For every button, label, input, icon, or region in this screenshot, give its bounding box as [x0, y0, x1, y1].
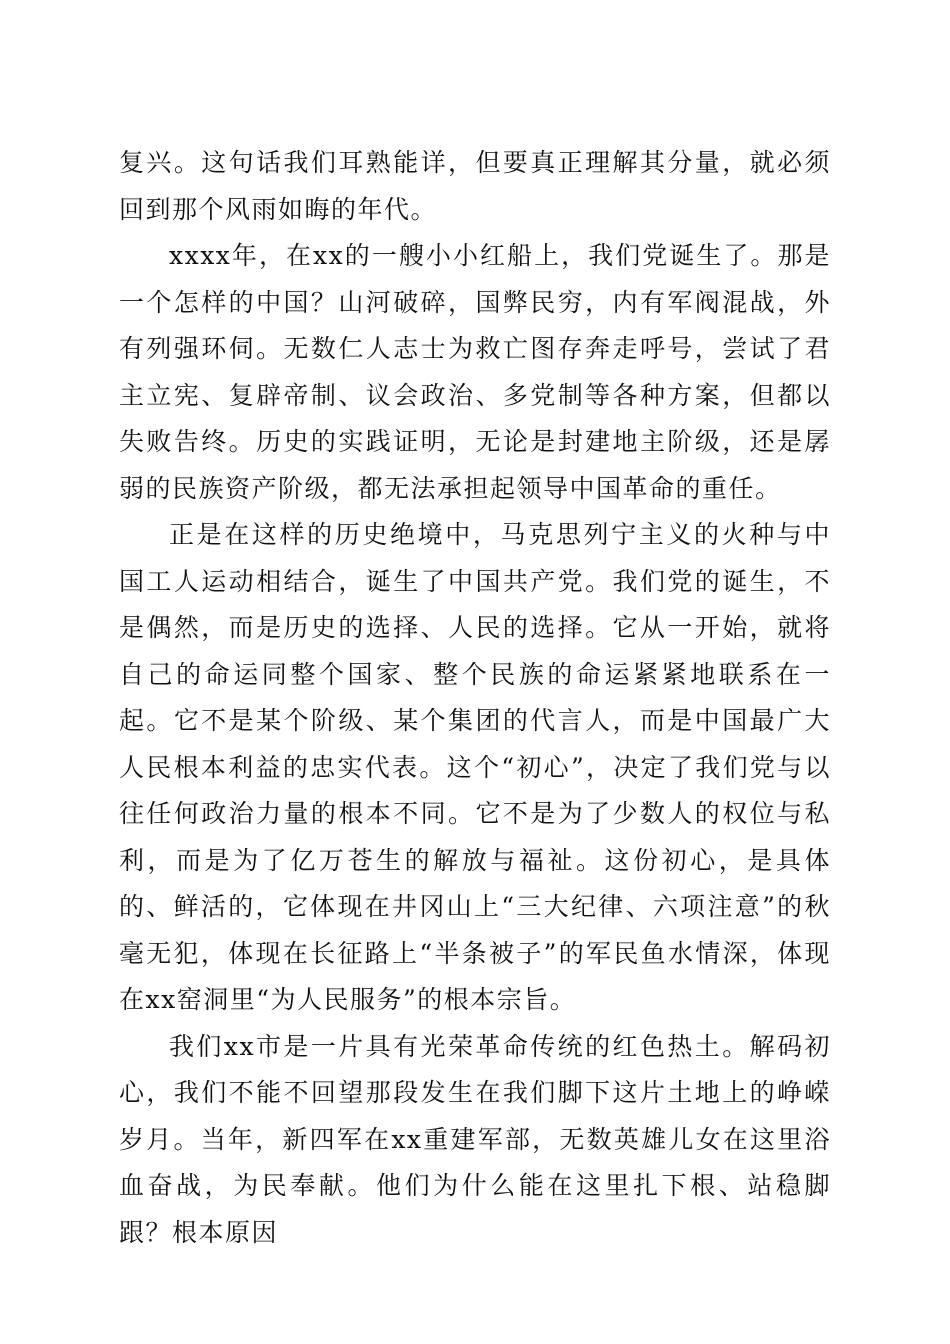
- paragraph-4: 我们xx市是一片具有光荣革命传统的红色热土。解码初心，我们不能不回望那段发生在我们脚下这片土地上的峥嵘岁月。当年，新四军在xx重建军部，无数英雄儿女在这里浴血奋战，为民奉献。他们为什么能在这里扎下根、站稳脚跟？根本原因: [119, 1031, 831, 1247]
- paragraph-1: 复兴。这句话我们耳熟能详，但要真正理解其分量，就必须回到那个风雨如晦的年代。: [119, 148, 831, 224]
- body-text: [119, 140, 831, 1256]
- paragraph-3: 正是在这样的历史绝境中，马克思列宁主义的火种与中国工人运动相结合，诞生了中国共产党。我们党的诞生，不是偶然，而是历史的选择、人民的选择。它从一开始，就将自己的命运同整个国家、整个民族的命运紧紧地联系在一起。它不是某个阶级、某个集团的代言人，而是中国最广大人民根本利益的忠实代表。这个“初心”，决定了我们党与以往任何政治力量的根本不同。它不是为了少数人的权位与私利，而是为了亿万苍生的解放与福祉。这份初心，是具体的、鲜活的，它体现在井冈山上“三大纪律、六项注意”的秋毫无犯，体现在长征路上“半条被子”的军民鱼水情深，体现在xx窑洞里“为人民服务”的根本宗旨。: [119, 520, 831, 1014]
- paragraph-2: xxxx年，在xx的一艘小小红船上，我们党诞生了。那是一个怎样的中国？山河破碎，国弊民穷，内有军阀混战，外有列强环伺。无数仁人志士为救亡图存奔走呼号，尝试了君主立宪、复辟帝制、议会政治、多党制等各种方案，但都以失败告终。历史的实践证明，无论是封建地主阶级，还是孱弱的民族资产阶级，都无法承担起领导中国革命的重任。: [119, 241, 831, 503]
